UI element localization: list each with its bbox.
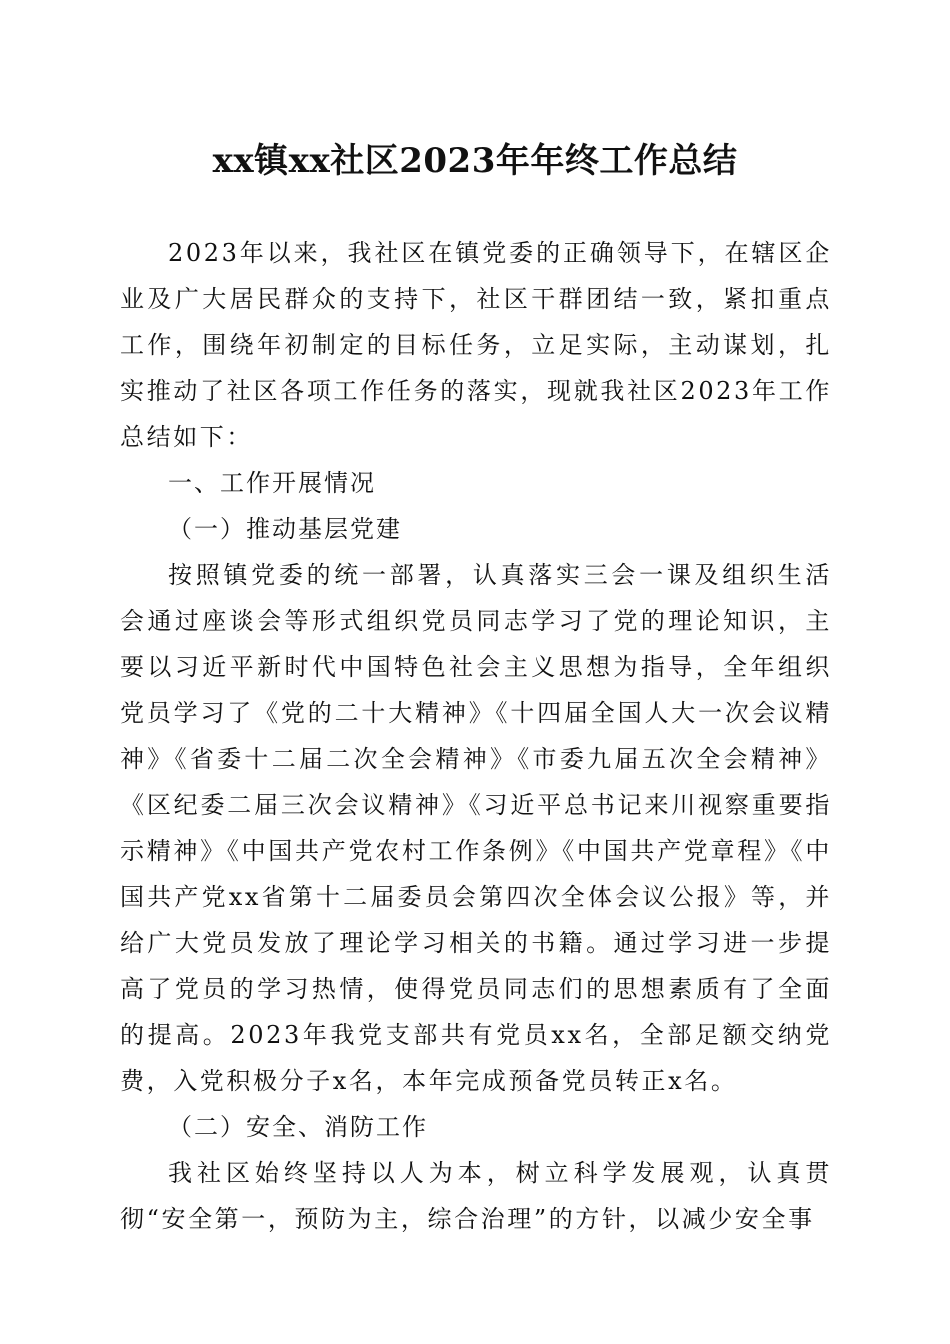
safety-fire-paragraph: 我社区始终坚持以人为本，树立科学发展观，认真贯彻“安全第一，预防为主，综合治理”的方针，以减少安全事 (120, 1159, 832, 1233)
party-building-paragraph: 按照镇党委的统一部署，认真落实三会一课及组织生活会通过座谈会等形式组织党员同志学习了党的理论知识，主要以习近平新时代中国特色社会主义思想为指导，全年组织党员学习了《党的二十大精神》《十四届全国人大一次会议精神》《省委十二届二次全会精神》《市委九届五次全会精神》《区纪委二届三次会议精神》《习近平总书记来川视察重要指示精神》《中国共产党农村工作条例》《中国共产党章程》《中国共产党xx省第十二届委员会第四次全体会议公报》等，并给广大党员发放了理论学习相关的书籍。通过学习进一步提高了党员的学习热情，使得党员同志们的思想素质有了全面的提高。2023年我党支部共有党员xx名，全部足额交纳党费，入党积极分子x名，本年完成预备党员转正x名。 (120, 561, 832, 1095)
document-title: xx镇xx社区2023年年终工作总结 (212, 141, 738, 181)
intro-paragraph: 2023年以来，我社区在镇党委的正确领导下，在辖区企业及广大居民群众的支持下，社区干群团结一致，紧扣重点工作，围绕年初制定的目标任务，立足实际，主动谋划，扎实推动了社区各项工作任务的落实，现就我社区2023年工作总结如下： (120, 239, 832, 451)
document-body (120, 230, 832, 1242)
subsection-heading-safety-fire: （二）安全、消防工作 (168, 1113, 428, 1141)
section-heading-work-progress: 一、工作开展情况 (168, 469, 376, 497)
subsection-heading-party-building: （一）推动基层党建 (168, 515, 402, 543)
